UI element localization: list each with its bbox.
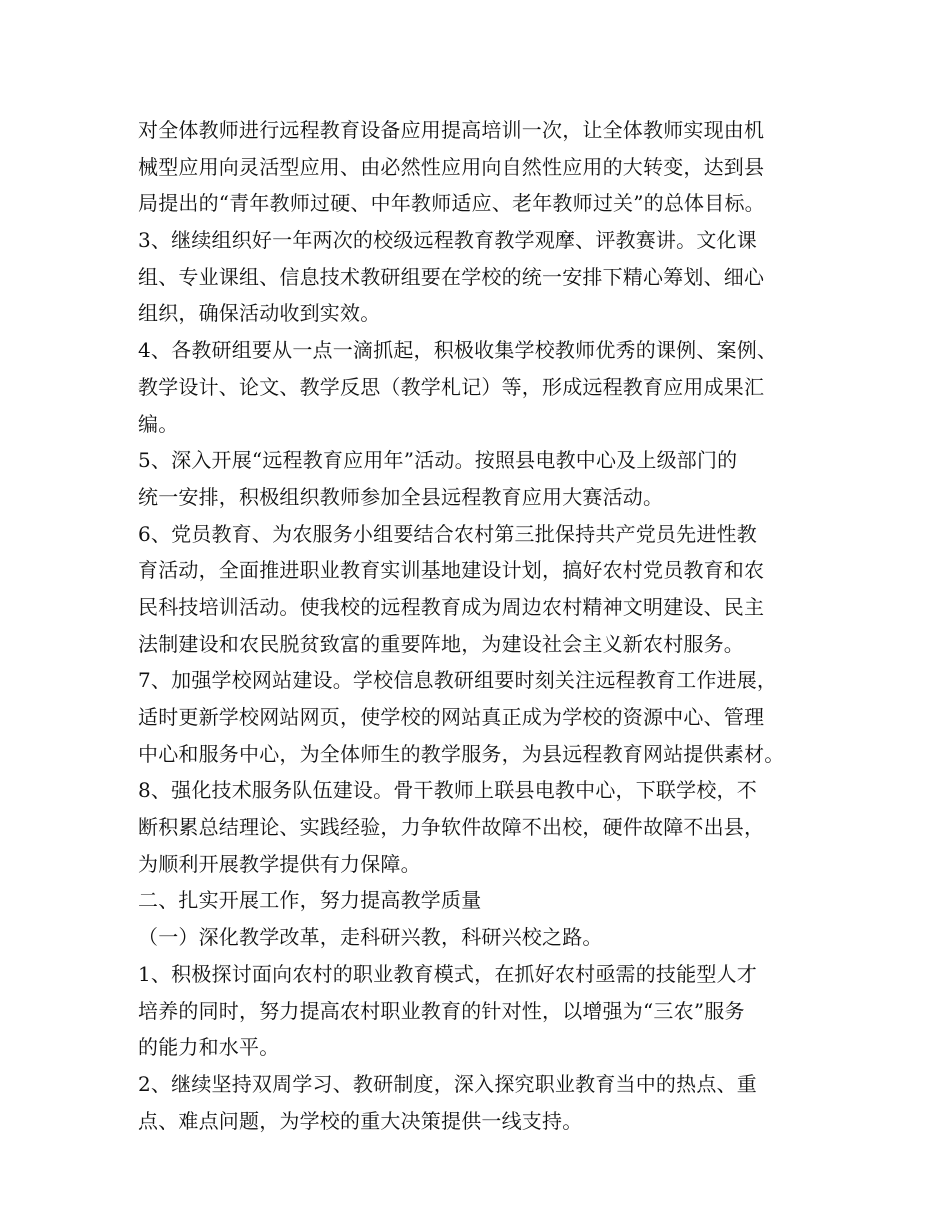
text-line: 1、积极探讨面向农村的职业教育模式，在抓好农村亟需的技能型人才 xyxy=(138,961,757,986)
text-line: 7、加强学校网站建设。学校信息教研组要时刻关注远程教育工作进展， xyxy=(138,668,778,693)
text-line: 育活动，全面推进职业教育实训基地建设计划，搞好农村党员教育和农 xyxy=(138,558,765,583)
text-line: 组织，确保活动收到实效。 xyxy=(138,301,381,326)
text-line: 为顺利开展教学提供有力保障。 xyxy=(138,851,421,876)
text-line: 械型应用向灵活型应用、由必然性应用向自然性应用的大转变，达到县 xyxy=(138,154,765,179)
text-line: 3、继续组织好一年两次的校级远程教育教学观摩、评教赛讲。文化课 xyxy=(138,228,757,253)
text-line: 对全体教师进行远程教育设备应用提高培训一次，让全体教师实现由机 xyxy=(138,118,765,142)
text-line: 教学设计、论文、教学反思（教学札记）等，形成远程教育应用成果汇 xyxy=(138,374,765,399)
text-line: 断积累总结理论、实践经验，力争软件故障不出校，硬件故障不出县， xyxy=(138,815,765,840)
text-line: 点、难点问题，为学校的重大决策提供一线支持。 xyxy=(138,1108,583,1133)
text-line: 5、深入开展“远程教育应用年”活动。按照县电教中心及上级部门的 xyxy=(138,448,738,473)
text-line: 2、继续坚持双周学习、教研制度，深入探究职业教育当中的热点、重 xyxy=(138,1071,757,1096)
text-line: 中心和服务中心，为全体师生的教学服务，为县远程教育网站提供素材。 xyxy=(138,741,785,766)
text-line: 适时更新学校网站网页，使学校的网站真正成为学校的资源中心、管理 xyxy=(138,705,765,729)
text-line: 培养的同时，努力提高农村职业教育的针对性，以增强为“三农”服务 xyxy=(138,998,745,1023)
text-line: 法制建设和农民脱贫致富的重要阵地，为建设社会主义新农村服务。 xyxy=(138,631,744,656)
text-line: 6、党员教育、为农服务小组要结合农村第三批保持共产党员先进性教 xyxy=(138,521,757,546)
text-line: 民科技培训活动。使我校的远程教育成为周边农村精神文明建设、民主 xyxy=(138,594,765,619)
text-line: 编。 xyxy=(138,411,179,436)
text-line: 4、各教研组要从一点一滴抓起，积极收集学校教师优秀的课例、案例、 xyxy=(138,338,778,363)
section-heading: 二、扎实开展工作，努力提高教学质量 xyxy=(138,888,482,913)
text-line: 统一安排，积极组织教师参加全县远程教育应用大赛活动。 xyxy=(138,484,664,509)
text-line: 局提出的“青年教师过硬、中年教师适应、老年教师过关”的总体目标。 xyxy=(138,191,765,216)
subsection-heading: （一）深化教学改革，走科研兴教，科研兴校之路。 xyxy=(138,925,603,950)
text-line: 组、专业课组、信息技术教研组要在学校的统一安排下精心筹划、细心 xyxy=(138,264,765,289)
text-line: 的能力和水平。 xyxy=(138,1035,280,1060)
text-line: 8、强化技术服务队伍建设。骨干教师上联县电教中心，下联学校，不 xyxy=(138,778,757,803)
document-body xyxy=(138,112,828,1139)
